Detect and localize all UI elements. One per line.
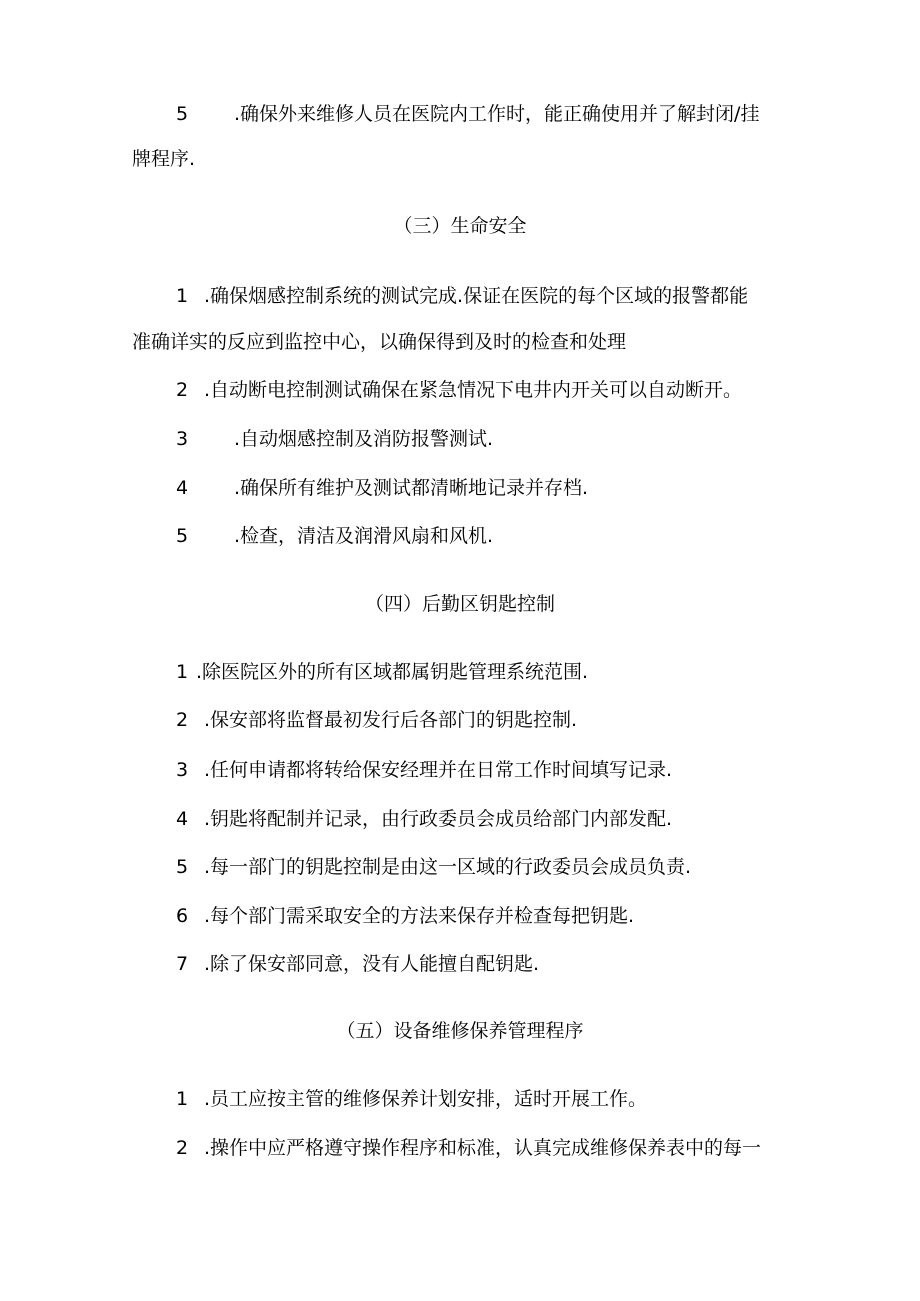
list-number: 6 xyxy=(176,905,189,927)
list-number: 3 xyxy=(176,428,189,450)
list-item-text: .自动断电控制测试确保在紧急情况下电井内开关可以自动断开。 xyxy=(204,379,743,401)
section-heading: （三）生命安全 xyxy=(393,215,527,237)
list-item-text: .保安部将监督最初发行后各部门的钥匙控制. xyxy=(204,709,578,731)
list-item-text: .员工应按主管的维修保养计划安排，适时开展工作。 xyxy=(204,1088,648,1110)
list-item-text: .操作中应严格遵守操作程序和标准，认真完成维修保养表中的每一 xyxy=(204,1137,762,1159)
list-item-text: .确保外来维修人员在医院内工作时，能正确使用并了解封闭/挂 xyxy=(234,103,760,125)
list-item-text-continued: 牌程序. xyxy=(132,148,196,170)
list-item-text: .每个部门需采取安全的方法来保存并检查每把钥匙. xyxy=(204,905,635,927)
list-item-text: .检查，清洁及润滑风扇和风机. xyxy=(234,525,494,547)
list-item-text: .确保烟感控制系统的测试完成.保证在医院的每个区域的报警都能 xyxy=(204,285,749,307)
list-number: 7 xyxy=(176,953,189,975)
list-item-text: .任何申请都将转给保安经理并在日常工作时间填写记录. xyxy=(204,759,673,781)
list-number: 2 xyxy=(176,379,189,401)
list-item-text: .钥匙将配制并记录，由行政委员会成员给部门内部发配. xyxy=(204,808,673,830)
list-item-text-continued: 准确详实的反应到监控中心，以确保得到及时的检查和处理 xyxy=(132,331,627,353)
list-number: 1 xyxy=(176,285,189,307)
list-number: 1 xyxy=(176,661,189,683)
list-number: 2 xyxy=(176,1137,189,1159)
section-heading: （五）设备维修保养管理程序 xyxy=(336,1020,584,1042)
list-number: 4 xyxy=(176,477,189,499)
section-heading: （四）后勤区钥匙控制 xyxy=(364,593,555,615)
list-number: 5 xyxy=(176,525,189,547)
list-number: 2 xyxy=(176,709,189,731)
list-item-text: .确保所有维护及测试都清晰地记录并存档. xyxy=(234,477,589,499)
list-item-text: .除医院区外的所有区域都属钥匙管理系统范围. xyxy=(196,661,589,683)
list-item-text: .每一部门的钥匙控制是由这一区域的行政委员会成员负责. xyxy=(204,856,692,878)
list-number: 3 xyxy=(176,759,189,781)
list-item-text: .除了保安部同意，没有人能擅自配钥匙. xyxy=(204,953,540,975)
list-item-text: .自动烟感控制及消防报警测试. xyxy=(234,428,494,450)
list-number: 1 xyxy=(176,1088,189,1110)
list-number: 4 xyxy=(176,808,189,830)
list-number: 5 xyxy=(176,103,189,125)
list-number: 5 xyxy=(176,856,189,878)
